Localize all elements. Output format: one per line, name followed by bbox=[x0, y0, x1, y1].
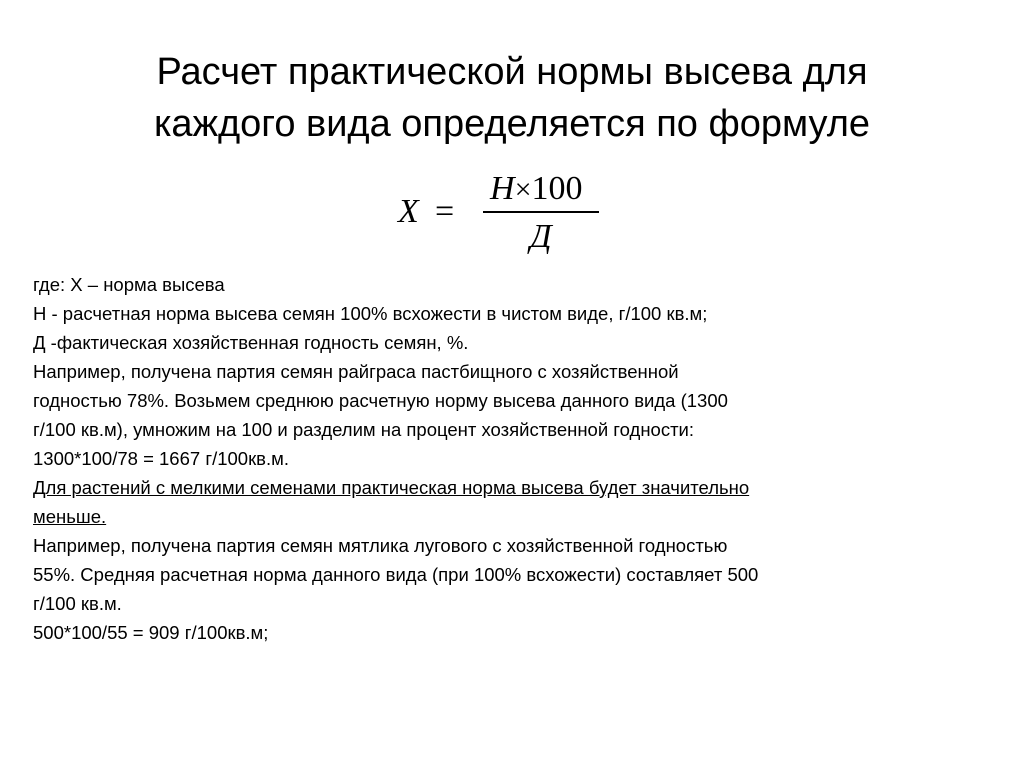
body-line-definition-x: где: Х – норма высева bbox=[33, 274, 225, 295]
formula-numerator-var: H bbox=[490, 170, 515, 207]
body-line-example-1-b: годностью 78%. Возьмем среднюю расчетную норму высева данного вида (1300 bbox=[33, 390, 728, 411]
slide-title bbox=[60, 46, 964, 150]
body-line-example-1-result: 1300*100/78 = 1667 г/100кв.м. bbox=[33, 448, 289, 469]
title-line-2: каждого вида определяется по формуле bbox=[153, 103, 871, 145]
body-line-example-1-c: г/100 кв.м), умножим на 100 и разделим на процент хозяйственной годности: bbox=[33, 419, 695, 440]
body-line-definition-h: Н - расчетная норма высева семян 100% всхожести в чистом виде, г/100 кв.м; bbox=[33, 303, 708, 324]
formula-numerator-num: 100 bbox=[531, 170, 583, 207]
body-line-note-a: Для растений с мелкими семенами практическая норма высева будет значительно bbox=[33, 477, 750, 498]
body-line-note-b: меньше. bbox=[33, 506, 107, 527]
body-line-example-1-a: Например, получена партия семян райграса пастбищного с хозяйственной bbox=[33, 361, 679, 382]
formula-equals: = bbox=[435, 193, 455, 230]
body-line-example-2-result: 500*100/55 = 909 г/100кв.м; bbox=[33, 622, 269, 643]
formula-fraction-bar bbox=[483, 211, 599, 213]
body-line-example-2-c: г/100 кв.м. bbox=[33, 593, 122, 614]
slide-body-text bbox=[33, 270, 993, 647]
body-line-example-2-a: Например, получена партия семян мятлика лугового с хозяйственной годностью bbox=[33, 535, 728, 556]
formula-lhs: X bbox=[398, 193, 419, 230]
body-line-example-2-b: 55%. Средняя расчетная норма данного вида (при 100% всхожести) составляет 500 bbox=[33, 564, 759, 585]
seeding-rate-formula bbox=[380, 168, 620, 268]
formula-times: × bbox=[514, 173, 532, 206]
formula-numerator bbox=[490, 170, 582, 208]
formula-denominator: Д bbox=[530, 218, 552, 255]
body-line-definition-d: Д -фактическая хозяйственная годность семян, %. bbox=[33, 332, 469, 353]
title-line-1: Расчет практической нормы высева для bbox=[156, 51, 868, 93]
